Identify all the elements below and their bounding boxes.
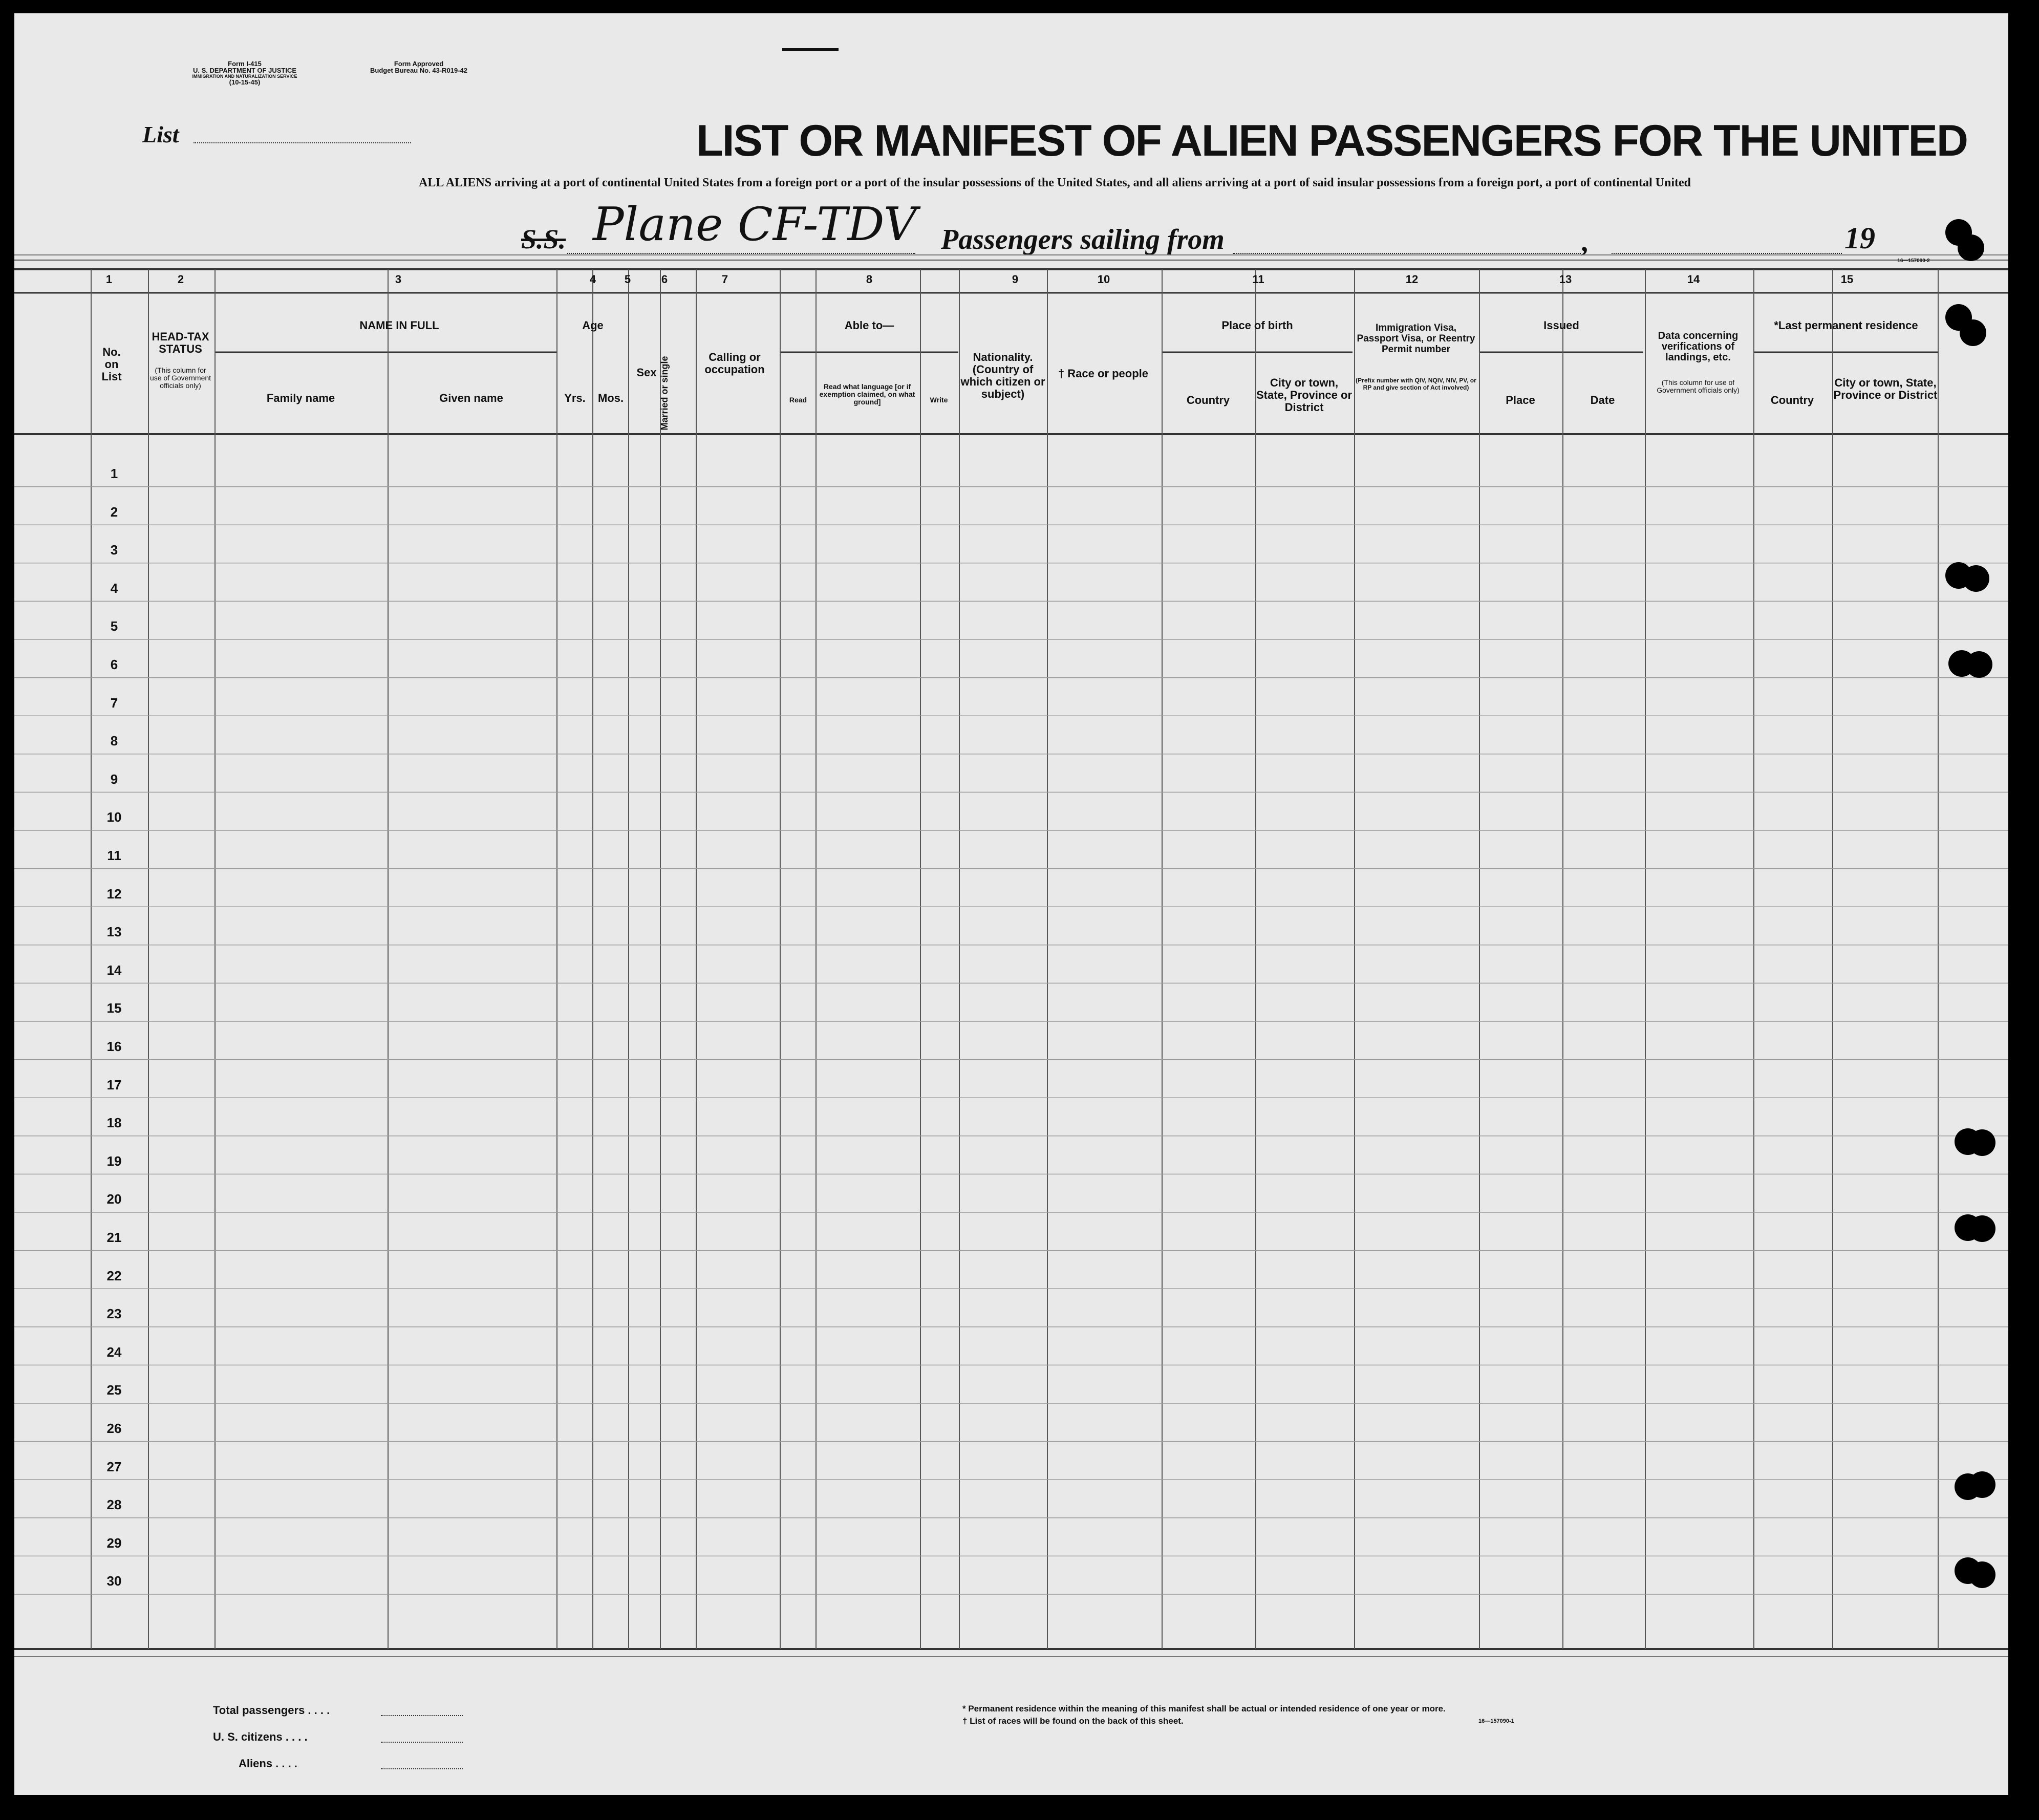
list-label: List	[142, 121, 179, 147]
header-age: Age	[582, 319, 604, 332]
row-number: 8	[110, 733, 118, 749]
col-number-4: 4	[589, 273, 596, 286]
header-race: † Race or people	[1058, 367, 1149, 380]
punch-hole	[1969, 1561, 1995, 1588]
header-given-name: Given name	[439, 392, 503, 404]
header-name-in-full: NAME IN FULL	[359, 319, 439, 332]
header-issued: Issued	[1543, 319, 1579, 332]
row-number: 5	[110, 618, 118, 634]
row-number: 30	[106, 1573, 122, 1589]
punch-hole	[1966, 651, 1992, 678]
row-number: 7	[110, 695, 118, 711]
row-number: 26	[106, 1421, 122, 1436]
row-number: 20	[106, 1191, 122, 1207]
header-sex: Sex	[636, 366, 657, 379]
approval-text: Form Approved	[394, 60, 444, 68]
manifest-sheet	[14, 13, 2008, 1795]
header-no-on-list: No. on List	[101, 346, 122, 383]
page-title: LIST OR MANIFEST OF ALIEN PASSENGERS FOR THE UNITED	[696, 116, 1967, 165]
row-number: 17	[106, 1077, 122, 1093]
col-number-8: 8	[866, 273, 873, 286]
col-number-5: 5	[624, 273, 631, 286]
row-number: 3	[110, 542, 118, 558]
us-citizens-label: U. S. citizens . . . .	[213, 1730, 308, 1743]
row-number: 25	[106, 1382, 122, 1398]
punch-hole	[1958, 234, 1984, 261]
header-place-of-birth: Place of birth	[1221, 319, 1293, 332]
row-number: 24	[106, 1344, 122, 1360]
comma-separator: ,	[1581, 226, 1588, 258]
punch-hole	[1969, 1215, 1995, 1242]
col-number-13: 13	[1559, 273, 1572, 286]
print-code-top: 16—157090-2	[1897, 258, 1930, 264]
row-number: 16	[106, 1039, 122, 1054]
header-birth-city: City or town, State, Province or District	[1256, 376, 1353, 414]
budget-bureau-number: Budget Bureau No. 43-R019-42	[370, 67, 467, 74]
row-number: 4	[110, 580, 118, 596]
col-number-9: 9	[1012, 273, 1019, 286]
header-head-tax: HEAD-TAX STATUS	[152, 330, 209, 355]
header-head-tax-note: (This column for use of Government officials only)	[149, 366, 211, 390]
header-write: Write	[930, 396, 948, 404]
row-number: 19	[106, 1153, 122, 1169]
row-number: 18	[106, 1115, 122, 1131]
row-number: 22	[106, 1268, 122, 1283]
header-age-years: Yrs.	[564, 392, 586, 404]
header-family-name: Family name	[266, 392, 335, 404]
header-able-to: Able to—	[844, 319, 894, 332]
form-number: Form I-415	[228, 60, 262, 68]
row-number: 11	[107, 848, 121, 863]
header-nationality: Nationality. (Country of which citizen or subject)	[960, 351, 1045, 400]
punch-hole	[1969, 1129, 1995, 1156]
row-number: 2	[110, 504, 118, 520]
footnote-permanent-residence: * Permanent residence within the meaning of this manifest shall be actual or intended residence of one year or more.	[962, 1704, 1446, 1714]
sailing-from-label: Passengers sailing from	[941, 224, 1225, 255]
punch-hole	[1969, 1471, 1995, 1498]
header-residence-city: City or town, State, Province or District	[1833, 376, 1938, 401]
col-number-14: 14	[1687, 273, 1700, 286]
print-code-bottom: 16—157090-1	[1478, 1718, 1514, 1724]
header-issued-date: Date	[1590, 394, 1615, 406]
row-number: 27	[106, 1459, 122, 1474]
header-visa-note: (Prefix number with QIV, NQIV, NIV, PV, or RP and give section of Act involved)	[1356, 377, 1476, 391]
row-number: 28	[106, 1497, 122, 1513]
us-citizens-field[interactable]	[381, 1742, 463, 1743]
row-number: 6	[110, 657, 118, 672]
row-number: 15	[106, 1000, 122, 1016]
row-number: 9	[110, 771, 118, 787]
aliens-field[interactable]	[381, 1768, 463, 1769]
col-number-6: 6	[661, 273, 668, 286]
header-read: Read	[789, 396, 807, 404]
row-number: 10	[106, 809, 122, 825]
col-number-12: 12	[1405, 273, 1419, 286]
header-read-language: Read what language [or if exemption claimed, on what ground]	[819, 382, 915, 406]
footnote-race-list: † List of races will be found on the back of this sheet.	[962, 1716, 1184, 1726]
header-birth-country: Country	[1186, 394, 1230, 406]
punch-hole	[1960, 319, 1986, 346]
col-number-10: 10	[1097, 273, 1110, 286]
col-number-11: 11	[1252, 273, 1264, 286]
row-number: 12	[106, 886, 122, 902]
row-number: 1	[110, 466, 118, 481]
col-number-3: 3	[395, 273, 402, 286]
form-date: (10-15-45)	[229, 78, 261, 86]
header-issued-place: Place	[1506, 394, 1535, 406]
page-subtitle: ALL ALIENS arriving at a port of continental United States from a foreign port or a port of the insular possessions of the United States, and all aliens arriving at a port of said insular possessions from a foreign port, a port of continental United	[419, 176, 1691, 189]
header-visa: Immigration Visa, Passport Visa, or Reentry Permit number	[1357, 323, 1475, 355]
row-number: 13	[106, 924, 122, 940]
col-number-1: 1	[105, 273, 113, 286]
row-number: 14	[106, 962, 122, 978]
header-residence-country: Country	[1770, 394, 1814, 406]
punch-hole	[1963, 565, 1989, 592]
vessel-name-handwritten: Plane CF-TDV	[593, 198, 917, 251]
col-number-7: 7	[721, 273, 728, 286]
total-passengers-field[interactable]	[381, 1715, 463, 1716]
service-name: IMMIGRATION AND NATURALIZATION SERVICE	[192, 74, 297, 79]
row-number: 21	[106, 1230, 122, 1245]
year-prefix: 19	[1844, 221, 1875, 255]
row-number: 23	[106, 1306, 122, 1322]
header-calling: Calling or occupation	[704, 351, 765, 376]
total-passengers-label: Total passengers . . . .	[213, 1704, 330, 1717]
col-number-15: 15	[1840, 273, 1854, 286]
header-landings: Data concerning verifications of landings, etc.	[1658, 330, 1738, 363]
aliens-label: Aliens . . . .	[239, 1757, 297, 1770]
header-landings-note: (This column for use of Government officials only)	[1657, 378, 1740, 394]
header-married-single: Married or single	[659, 356, 670, 431]
header-last-residence: *Last permanent residence	[1774, 319, 1918, 332]
header-age-months: Mos.	[597, 392, 624, 404]
row-number: 29	[106, 1535, 122, 1551]
col-number-2: 2	[177, 273, 184, 286]
ss-label: S.S.	[521, 224, 566, 254]
department-name: U. S. DEPARTMENT OF JUSTICE	[193, 67, 296, 74]
